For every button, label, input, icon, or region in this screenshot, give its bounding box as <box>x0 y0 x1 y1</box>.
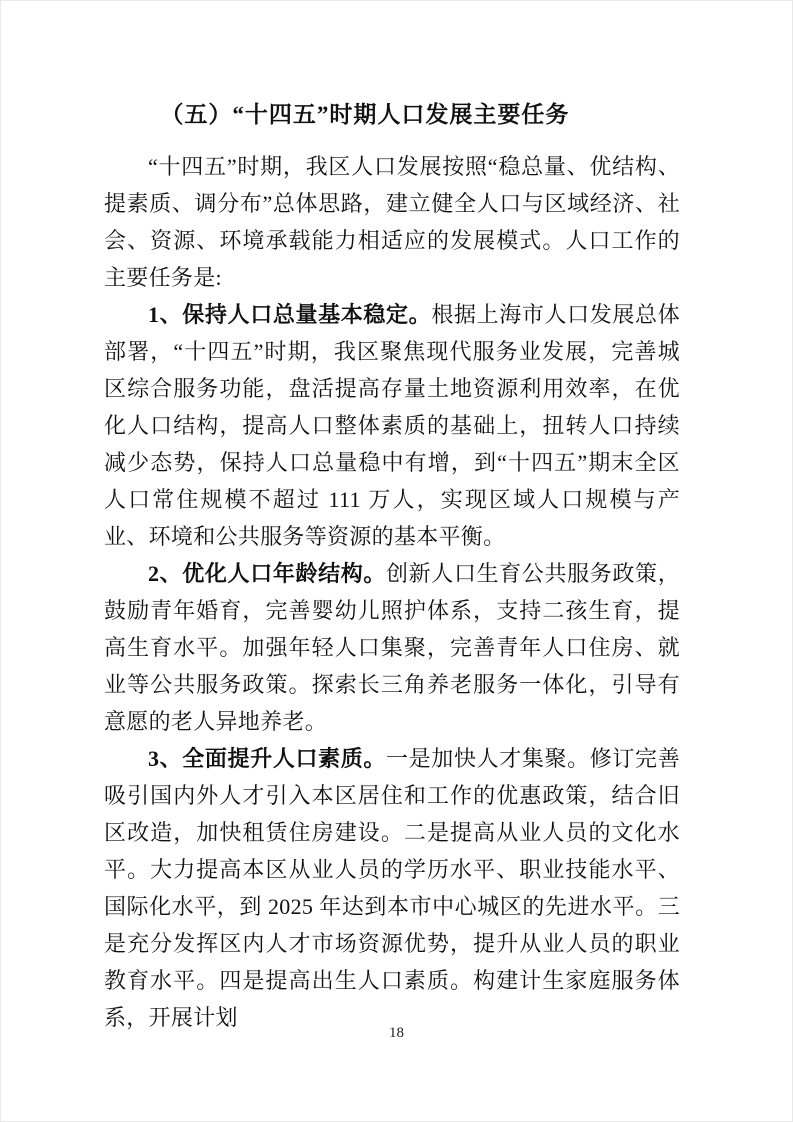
page-content <box>104 1 680 1036</box>
paragraph-task-1 <box>104 296 680 555</box>
paragraph-lead: 2、优化人口年龄结构。 <box>148 561 387 586</box>
body-text <box>104 148 680 1036</box>
section-heading: （五）“十四五”时期人口发展主要任务 <box>160 102 570 127</box>
paragraph-lead: 3、全面提升人口素质。 <box>148 746 387 771</box>
paragraph-text: “十四五”时期，我区人口发展按照“稳总量、优结构、提素质、调分布”总体思路，建立健全人口与区域经济、社会、资源、环境承载能力相适应的发展模式。人口工作的主要任务是: <box>104 154 680 290</box>
paragraph-intro <box>104 148 680 296</box>
paragraph-task-3 <box>104 740 680 1036</box>
paragraph-text: 一是加快人才集聚。修订完善吸引国内外人才引入本区居住和工作的优惠政策，结合旧区改造，加快租赁住房建设。二是提高从业人员的文化水平。大力提高本区从业人员的学历水平、职业技能水平、国际化水平，到 2025 年达到本市中心城区的先进水平。三是充分发挥区内人才市场资源优势，提升从业人员的职业教育水平。四是提高出生人口素质。构建计生家庭服务体系，开展计划 <box>104 746 680 1030</box>
paragraph-task-2 <box>104 555 680 740</box>
paragraph-lead: 1、保持人口总量基本稳定。 <box>148 302 432 327</box>
paragraph-text: 根据上海市人口发展总体部署，“十四五”时期，我区聚焦现代服务业发展，完善城区综合服务功能，盘活提高存量土地资源利用效率，在优化人口结构，提高人口整体素质的基础上，扭转人口持续减少态势，保持人口总量稳中有增，到“十四五”期末全区人口常住规模不超过 111 万人，实现区域人口规模与产业、环境和公共服务等资源的基本平衡。 <box>104 302 680 549</box>
page-number: 18 <box>389 1025 404 1041</box>
paragraph-text: 创新人口生育公共服务政策，鼓励青年婚育，完善婴幼儿照护体系，支持二孩生育，提高生育水平。加强年轻人口集聚，完善青年人口住房、就业等公共服务政策。探索长三角养老服务一体化，引导有意愿的老人异地养老。 <box>104 561 680 734</box>
